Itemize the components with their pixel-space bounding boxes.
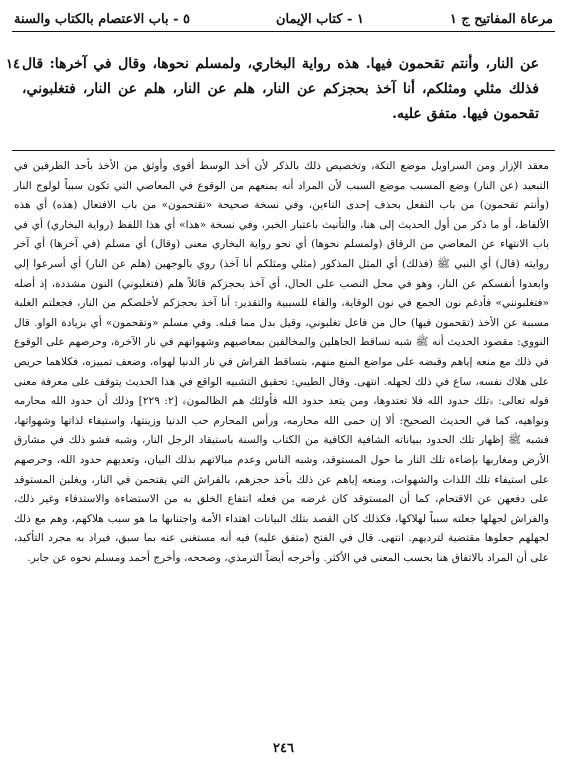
page-number: ٢٤٦ [273,741,294,756]
header-book-title: مرعاة المفاتيح ج ١ [449,11,553,27]
header-divider [12,31,555,32]
header-kitab-title: ١ - كتاب الإيمان [275,11,364,27]
running-header [14,8,553,30]
hadith-text-block [22,52,539,127]
commentary-block [14,157,549,568]
commentary-text: معقد الإزار ومن السراويل موضع التكة، وتخصيص ذلك بالذكر لأن أخذ الوسط أقوى وأوثق من الأخذ بأحد الطرفين في التبعيد (عن النار) وضع المسبب موضع السبب لأن المراد أنه يمنعهم من الوقوع في المعاصي التي تكون سبباً لولوج النار (وأنتم تقحمون) من باب التفعل بحذف إحدى التاءين، وفي نسخة صحيحة «تقتحمون» من باب الافتعال (هذه) أي هذه الألفاظ، أو ما ذكر من أول الحديث إلى هنا، والتأنيث باعتبار الخبر، وفي نسخة «هذا» أي هذا اللفظ (رواية البخاري) أي في باب الانتهاء عن المعاصي من الرقاق (ولمسلم نحوها) أي نحو رواية البخاري معنى (وقال) أي مسلم (في آخرها) أي آخر روايته (قال) أي النبي ﷺ (فذلك) أي المثل المذكور (مثلي ومثلكم أنا آخذ) روي بالوجهين (هلم عن النار) أي أسرعوا إلي وابعدوا أنفسكم عن النار، وهو في محل النصب على الحال، أي آخذ بحجزكم قائلاً هلم (فتغلبوني) النون مشددة، إذ أصله «فتغلبونني» فأدغم نون الجمع في نون الوقاية، والفاء للسببية والتقدير: أنا آخذ بحجزكم لأخلصكم من النار، فجعلتم الغلبة مسببة عن الأخذ (تقحمون فيها) حال من فاعل تغلبوني، وقيل بدل مما قبله. وفي مسلم «وتقحمون» أي بزيادة الواو. قال النووي: مقصود الحديث أنه ﷺ شبه تساقط الجاهلين والمخالفين بمعاصيهم وشهواتهم في نار الآخرة، وحرصهم على الوقوع في ذلك مع منعه إياهم وقبضه على مواضع المنع منهم، بتساقط الفراش في نار الدنيا لهواه، وضعف تمييزه، فكلاهما حريص على هلاك نفسه، ساع في ذلك لجهله. انتهى. وقال الطيبي: تحقيق التشبيه الواقع في هذا الحديث يتوقف على معرفة معنى قوله تعالى: ﴿تلك حدود الله فلا تعتدوها، ومن يتعد حدود الله فأولئك هم الظالمون﴾ [٢: ٢٢٩] وذلك أن حدود الله محارمه ونواهيه، كما في الحديث الصحيح: ألا إن حمى الله محارمه، ورأس المحارم حب الدنيا وزينتها، واستيفاء لذاتها وشهواتها، فشبه ﷺ إظهار تلك الحدود ببياناته الشافية الكافية من الكتاب والسنة باستيقاد الرجل النار، وشبه فشو ذلك في مشارق الأرض ومغاربها بإضاءة تلك النار ما حول المستوقد، وشبه الناس وعدم مبالاتهم بذلك البيان، وتعديهم حدود الله، وحرصهم على استيفاء تلك اللذات والشهوات، ومنعه إياهم عن ذلك بأخذ حجزهم، بالفراش التي يقتحمن في النار، ويغلبن المستوقد على دفعهن عن الاقتحام، كما أن المستوقد كان غرضه من فعله انتفاع الخلق به من الاستضاءة والاستدفاء وغير ذلك، والفراش لجهلها جعلته سبباً لهلاكها، فكذلك كان القصد بتلك البيانات اهتداء الأمة واجتنابها ما هو سبب هلاكهم، وهم مع ذلك لجهلهم جعلوها مقتضية لترديهم. انتهى. قال في الفتح (متفق عليه) فيه أنه مستغنى عنه بما سبق، فيراد به مجرد التأكيد، على أن المراد بالاتفاق هنا بحسب المعنى في الأكثر. وأخرجه أيضاً الترمذي، وصححه، وأخرج أحمد ومسلم نحوه عن جابر. [14,160,549,564]
hadith-text: عن النار، وأنتم تقحمون فيها. هذه رواية البخاري، ولمسلم نحوها، وقال في آخرها: قال فذلك مثلي ومثلكم، أنا آخذ بحجزكم عن النار، هلم عن النار، هلم عن النار، فتغلبوني، تقحمون فيها. متفق عليه. [22,56,539,122]
margin-mark: ١٤ [6,57,20,72]
commentary-divider [12,150,555,151]
header-bab-title: ٥ - باب الاعتصام بالكتاب والسنة [14,11,190,27]
